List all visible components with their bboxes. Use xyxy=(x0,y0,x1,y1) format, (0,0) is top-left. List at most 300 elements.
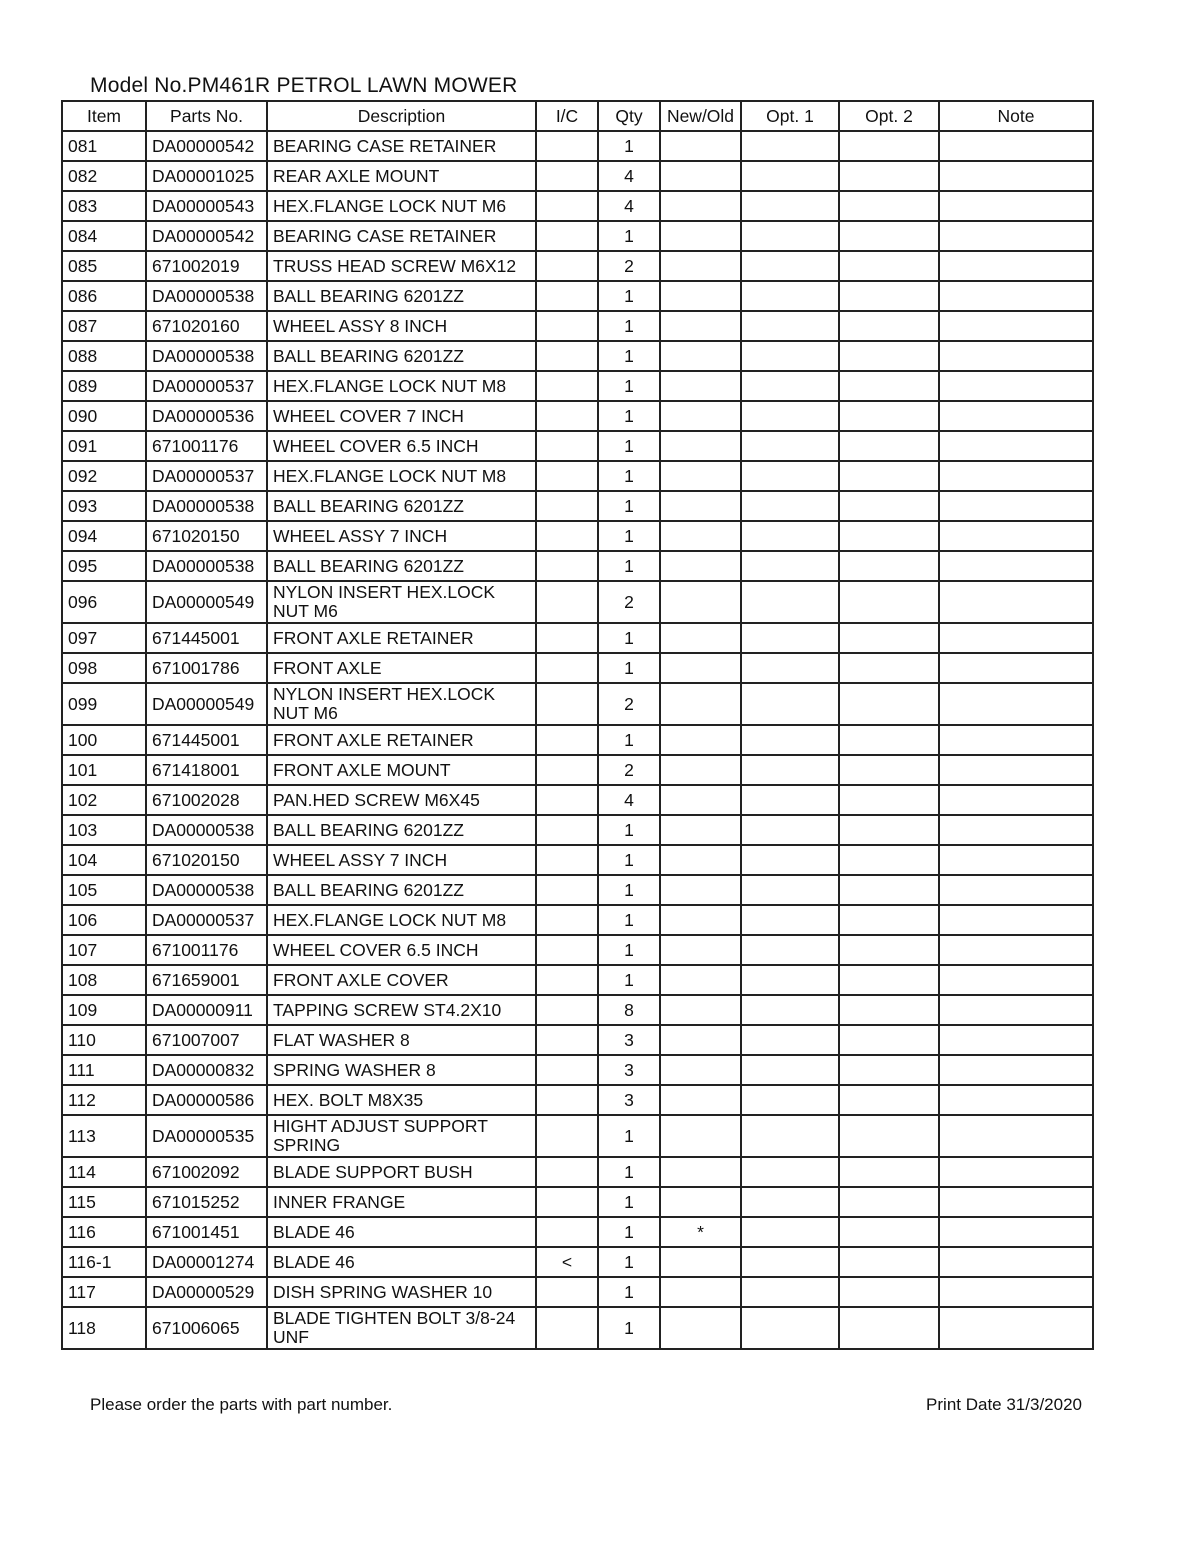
cell-opt1 xyxy=(741,653,839,683)
cell-opt2 xyxy=(839,341,939,371)
cell-qty: 3 xyxy=(598,1085,660,1115)
cell-qty: 1 xyxy=(598,935,660,965)
cell-parts-no: DA00000538 xyxy=(146,341,267,371)
cell-note xyxy=(939,725,1093,755)
cell-item: 087 xyxy=(62,311,146,341)
parts-table-body xyxy=(62,131,1093,1349)
cell-parts-no: DA00000911 xyxy=(146,995,267,1025)
cell-description: FRONT AXLE RETAINER xyxy=(267,725,536,755)
cell-description: HEX.FLANGE LOCK NUT M8 xyxy=(267,371,536,401)
cell-ic xyxy=(536,551,598,581)
cell-opt1 xyxy=(741,905,839,935)
cell-note xyxy=(939,1115,1093,1157)
cell-item: 098 xyxy=(62,653,146,683)
table-row xyxy=(62,251,1093,281)
cell-item: 108 xyxy=(62,965,146,995)
cell-new-old xyxy=(660,1307,741,1349)
cell-new-old xyxy=(660,653,741,683)
cell-opt2 xyxy=(839,371,939,401)
cell-parts-no: DA00001274 xyxy=(146,1247,267,1277)
cell-new-old xyxy=(660,131,741,161)
cell-opt1 xyxy=(741,131,839,161)
cell-parts-no: 671001786 xyxy=(146,653,267,683)
cell-opt1 xyxy=(741,1307,839,1349)
cell-new-old xyxy=(660,755,741,785)
cell-parts-no: DA00000537 xyxy=(146,905,267,935)
cell-ic xyxy=(536,755,598,785)
cell-item: 093 xyxy=(62,491,146,521)
table-row xyxy=(62,623,1093,653)
cell-qty: 1 xyxy=(598,1115,660,1157)
cell-ic xyxy=(536,1277,598,1307)
cell-opt1 xyxy=(741,1055,839,1085)
cell-ic xyxy=(536,251,598,281)
cell-note xyxy=(939,623,1093,653)
cell-ic xyxy=(536,683,598,725)
column-header-opt1: Opt. 1 xyxy=(741,101,839,131)
cell-opt1 xyxy=(741,755,839,785)
cell-opt2 xyxy=(839,251,939,281)
table-row xyxy=(62,935,1093,965)
cell-ic xyxy=(536,581,598,623)
cell-ic xyxy=(536,935,598,965)
cell-new-old xyxy=(660,1157,741,1187)
cell-parts-no: 671006065 xyxy=(146,1307,267,1349)
cell-description: FLAT WASHER 8 xyxy=(267,1025,536,1055)
cell-description: BEARING CASE RETAINER xyxy=(267,221,536,251)
cell-note xyxy=(939,1277,1093,1307)
cell-new-old xyxy=(660,1187,741,1217)
cell-opt1 xyxy=(741,581,839,623)
cell-opt2 xyxy=(839,815,939,845)
cell-new-old xyxy=(660,683,741,725)
cell-ic xyxy=(536,491,598,521)
cell-opt2 xyxy=(839,1247,939,1277)
parts-table xyxy=(61,100,1094,1350)
footer-note: Please order the parts with part number. xyxy=(90,1395,393,1414)
cell-note xyxy=(939,1157,1093,1187)
cell-opt1 xyxy=(741,1115,839,1157)
cell-parts-no: 671445001 xyxy=(146,725,267,755)
cell-opt2 xyxy=(839,1055,939,1085)
cell-item: 099 xyxy=(62,683,146,725)
cell-note xyxy=(939,251,1093,281)
cell-new-old xyxy=(660,725,741,755)
cell-qty: 1 xyxy=(598,371,660,401)
cell-note xyxy=(939,1055,1093,1085)
cell-opt2 xyxy=(839,683,939,725)
cell-qty: 1 xyxy=(598,725,660,755)
cell-ic xyxy=(536,1025,598,1055)
column-header-new-old: New/Old xyxy=(660,101,741,131)
cell-new-old xyxy=(660,521,741,551)
cell-parts-no: DA00000542 xyxy=(146,221,267,251)
cell-item: 090 xyxy=(62,401,146,431)
cell-new-old xyxy=(660,1247,741,1277)
cell-new-old xyxy=(660,965,741,995)
cell-note xyxy=(939,191,1093,221)
cell-ic xyxy=(536,1187,598,1217)
cell-opt2 xyxy=(839,401,939,431)
cell-parts-no: DA00000538 xyxy=(146,491,267,521)
cell-new-old xyxy=(660,161,741,191)
cell-opt1 xyxy=(741,845,839,875)
cell-parts-no: DA00000535 xyxy=(146,1115,267,1157)
cell-opt2 xyxy=(839,521,939,551)
cell-ic xyxy=(536,1307,598,1349)
cell-item: 088 xyxy=(62,341,146,371)
cell-item: 083 xyxy=(62,191,146,221)
cell-note xyxy=(939,785,1093,815)
cell-opt1 xyxy=(741,935,839,965)
cell-item: 092 xyxy=(62,461,146,491)
table-row xyxy=(62,581,1093,623)
cell-parts-no: 671445001 xyxy=(146,623,267,653)
table-row xyxy=(62,221,1093,251)
cell-opt2 xyxy=(839,995,939,1025)
cell-qty: 1 xyxy=(598,1247,660,1277)
cell-ic xyxy=(536,461,598,491)
table-row xyxy=(62,1115,1093,1157)
cell-item: 105 xyxy=(62,875,146,905)
cell-opt1 xyxy=(741,401,839,431)
cell-description: WHEEL ASSY 8 INCH xyxy=(267,311,536,341)
cell-ic xyxy=(536,371,598,401)
table-row xyxy=(62,815,1093,845)
cell-description: NYLON INSERT HEX.LOCK NUT M6 xyxy=(267,581,536,623)
cell-qty: 1 xyxy=(598,965,660,995)
cell-item: 102 xyxy=(62,785,146,815)
table-header-row xyxy=(62,101,1093,131)
cell-description: FRONT AXLE RETAINER xyxy=(267,623,536,653)
cell-new-old xyxy=(660,221,741,251)
table-row xyxy=(62,755,1093,785)
cell-note xyxy=(939,815,1093,845)
cell-opt2 xyxy=(839,1217,939,1247)
cell-opt1 xyxy=(741,1085,839,1115)
cell-item: 116 xyxy=(62,1217,146,1247)
cell-qty: 1 xyxy=(598,1157,660,1187)
cell-ic xyxy=(536,623,598,653)
cell-description: BLADE 46 xyxy=(267,1247,536,1277)
cell-qty: 1 xyxy=(598,845,660,875)
cell-parts-no: DA00000538 xyxy=(146,875,267,905)
cell-note xyxy=(939,875,1093,905)
cell-new-old xyxy=(660,905,741,935)
cell-note xyxy=(939,1085,1093,1115)
cell-ic xyxy=(536,161,598,191)
cell-note xyxy=(939,401,1093,431)
cell-note xyxy=(939,1307,1093,1349)
cell-qty: 1 xyxy=(598,551,660,581)
cell-note xyxy=(939,653,1093,683)
cell-item: 085 xyxy=(62,251,146,281)
cell-opt1 xyxy=(741,965,839,995)
cell-parts-no: 671020150 xyxy=(146,845,267,875)
cell-item: 118 xyxy=(62,1307,146,1349)
cell-item: 106 xyxy=(62,905,146,935)
cell-opt1 xyxy=(741,551,839,581)
column-header-qty: Qty xyxy=(598,101,660,131)
table-row xyxy=(62,521,1093,551)
cell-note xyxy=(939,995,1093,1025)
cell-qty: 1 xyxy=(598,653,660,683)
cell-description: FRONT AXLE xyxy=(267,653,536,683)
cell-qty: 1 xyxy=(598,281,660,311)
cell-item: 094 xyxy=(62,521,146,551)
cell-opt2 xyxy=(839,905,939,935)
table-row xyxy=(62,1217,1093,1247)
cell-opt2 xyxy=(839,785,939,815)
table-row xyxy=(62,491,1093,521)
cell-new-old xyxy=(660,251,741,281)
cell-ic xyxy=(536,995,598,1025)
cell-opt2 xyxy=(839,131,939,161)
cell-opt1 xyxy=(741,491,839,521)
cell-parts-no: 671002092 xyxy=(146,1157,267,1187)
cell-opt2 xyxy=(839,1307,939,1349)
table-row xyxy=(62,1187,1093,1217)
cell-description: BALL BEARING 6201ZZ xyxy=(267,551,536,581)
cell-note xyxy=(939,131,1093,161)
table-row xyxy=(62,725,1093,755)
cell-opt2 xyxy=(839,191,939,221)
cell-description: HEX.FLANGE LOCK NUT M8 xyxy=(267,461,536,491)
table-row xyxy=(62,995,1093,1025)
cell-qty: 3 xyxy=(598,1055,660,1085)
cell-item: 091 xyxy=(62,431,146,461)
cell-opt1 xyxy=(741,251,839,281)
cell-qty: 3 xyxy=(598,1025,660,1055)
cell-note xyxy=(939,341,1093,371)
cell-description: BALL BEARING 6201ZZ xyxy=(267,815,536,845)
table-row xyxy=(62,785,1093,815)
cell-opt1 xyxy=(741,1187,839,1217)
cell-item: 104 xyxy=(62,845,146,875)
cell-new-old xyxy=(660,491,741,521)
cell-item: 086 xyxy=(62,281,146,311)
cell-parts-no: 671020150 xyxy=(146,521,267,551)
cell-ic xyxy=(536,521,598,551)
cell-qty: 1 xyxy=(598,491,660,521)
cell-note xyxy=(939,1247,1093,1277)
cell-description: WHEEL COVER 7 INCH xyxy=(267,401,536,431)
cell-qty: 1 xyxy=(598,623,660,653)
cell-qty: 1 xyxy=(598,905,660,935)
cell-ic xyxy=(536,431,598,461)
table-row xyxy=(62,1247,1093,1277)
cell-description: FRONT AXLE MOUNT xyxy=(267,755,536,785)
table-row xyxy=(62,461,1093,491)
cell-new-old xyxy=(660,1055,741,1085)
cell-opt2 xyxy=(839,1025,939,1055)
cell-note xyxy=(939,1025,1093,1055)
cell-new-old xyxy=(660,341,741,371)
cell-opt2 xyxy=(839,1115,939,1157)
cell-qty: 1 xyxy=(598,1217,660,1247)
cell-ic xyxy=(536,1085,598,1115)
cell-parts-no: DA00000832 xyxy=(146,1055,267,1085)
cell-opt1 xyxy=(741,1157,839,1187)
table-row xyxy=(62,653,1093,683)
cell-parts-no: DA00000538 xyxy=(146,815,267,845)
cell-new-old xyxy=(660,371,741,401)
cell-qty: 1 xyxy=(598,1187,660,1217)
cell-item: 096 xyxy=(62,581,146,623)
cell-ic xyxy=(536,131,598,161)
cell-item: 103 xyxy=(62,815,146,845)
cell-parts-no: 671001176 xyxy=(146,431,267,461)
cell-description: HEX.FLANGE LOCK NUT M8 xyxy=(267,905,536,935)
cell-new-old xyxy=(660,1277,741,1307)
table-row xyxy=(62,845,1093,875)
cell-new-old xyxy=(660,461,741,491)
cell-parts-no: 671002019 xyxy=(146,251,267,281)
cell-description: WHEEL ASSY 7 INCH xyxy=(267,521,536,551)
cell-parts-no: 671015252 xyxy=(146,1187,267,1217)
cell-ic xyxy=(536,815,598,845)
cell-new-old xyxy=(660,311,741,341)
table-row xyxy=(62,131,1093,161)
cell-opt2 xyxy=(839,461,939,491)
cell-new-old xyxy=(660,431,741,461)
cell-opt1 xyxy=(741,623,839,653)
cell-ic xyxy=(536,845,598,875)
cell-item: 095 xyxy=(62,551,146,581)
cell-qty: 1 xyxy=(598,815,660,845)
cell-item: 110 xyxy=(62,1025,146,1055)
cell-opt2 xyxy=(839,581,939,623)
cell-ic xyxy=(536,1115,598,1157)
cell-note xyxy=(939,161,1093,191)
cell-ic xyxy=(536,905,598,935)
cell-ic xyxy=(536,1055,598,1085)
cell-parts-no: DA00000549 xyxy=(146,683,267,725)
cell-item: 107 xyxy=(62,935,146,965)
cell-description: BALL BEARING 6201ZZ xyxy=(267,341,536,371)
cell-ic xyxy=(536,281,598,311)
cell-qty: 2 xyxy=(598,581,660,623)
cell-new-old xyxy=(660,1025,741,1055)
cell-opt2 xyxy=(839,965,939,995)
cell-opt1 xyxy=(741,1247,839,1277)
cell-qty: 1 xyxy=(598,131,660,161)
cell-note xyxy=(939,281,1093,311)
cell-parts-no: DA00000538 xyxy=(146,551,267,581)
cell-description: BALL BEARING 6201ZZ xyxy=(267,281,536,311)
column-header-opt2: Opt. 2 xyxy=(839,101,939,131)
cell-item: 081 xyxy=(62,131,146,161)
cell-item: 084 xyxy=(62,221,146,251)
cell-new-old xyxy=(660,935,741,965)
cell-opt1 xyxy=(741,191,839,221)
cell-opt1 xyxy=(741,725,839,755)
cell-note xyxy=(939,905,1093,935)
table-row xyxy=(62,1157,1093,1187)
cell-new-old xyxy=(660,191,741,221)
cell-item: 100 xyxy=(62,725,146,755)
column-header-ic: I/C xyxy=(536,101,598,131)
cell-note xyxy=(939,1187,1093,1217)
table-row xyxy=(62,401,1093,431)
print-date: Print Date 31/3/2020 xyxy=(926,1395,1082,1414)
cell-item: 112 xyxy=(62,1085,146,1115)
cell-item: 114 xyxy=(62,1157,146,1187)
cell-parts-no: DA00000549 xyxy=(146,581,267,623)
cell-new-old xyxy=(660,785,741,815)
cell-opt2 xyxy=(839,1085,939,1115)
cell-opt2 xyxy=(839,623,939,653)
table-row xyxy=(62,311,1093,341)
cell-opt1 xyxy=(741,683,839,725)
cell-description: BLADE SUPPORT BUSH xyxy=(267,1157,536,1187)
cell-qty: 1 xyxy=(598,1277,660,1307)
cell-opt1 xyxy=(741,281,839,311)
cell-item: 117 xyxy=(62,1277,146,1307)
cell-description: BALL BEARING 6201ZZ xyxy=(267,875,536,905)
cell-description: REAR AXLE MOUNT xyxy=(267,161,536,191)
cell-qty: 4 xyxy=(598,161,660,191)
cell-opt1 xyxy=(741,1025,839,1055)
cell-new-old xyxy=(660,581,741,623)
cell-qty: 1 xyxy=(598,431,660,461)
cell-description: WHEEL ASSY 7 INCH xyxy=(267,845,536,875)
cell-new-old xyxy=(660,845,741,875)
cell-opt1 xyxy=(741,875,839,905)
cell-description: FRONT AXLE COVER xyxy=(267,965,536,995)
cell-parts-no: 671007007 xyxy=(146,1025,267,1055)
cell-opt2 xyxy=(839,1157,939,1187)
cell-note xyxy=(939,431,1093,461)
column-header-parts-no: Parts No. xyxy=(146,101,267,131)
cell-new-old xyxy=(660,875,741,905)
table-row xyxy=(62,431,1093,461)
cell-item: 101 xyxy=(62,755,146,785)
cell-opt2 xyxy=(839,935,939,965)
cell-description: NYLON INSERT HEX.LOCK NUT M6 xyxy=(267,683,536,725)
cell-opt1 xyxy=(741,311,839,341)
cell-opt2 xyxy=(839,1277,939,1307)
cell-item: 116-1 xyxy=(62,1247,146,1277)
cell-opt1 xyxy=(741,995,839,1025)
cell-new-old xyxy=(660,551,741,581)
cell-ic xyxy=(536,965,598,995)
table-row xyxy=(62,875,1093,905)
cell-qty: 1 xyxy=(598,875,660,905)
cell-opt1 xyxy=(741,221,839,251)
cell-parts-no: DA00000529 xyxy=(146,1277,267,1307)
cell-qty: 8 xyxy=(598,995,660,1025)
cell-note xyxy=(939,755,1093,785)
cell-parts-no: 671659001 xyxy=(146,965,267,995)
cell-description: WHEEL COVER 6.5 INCH xyxy=(267,935,536,965)
cell-parts-no: DA00000542 xyxy=(146,131,267,161)
cell-opt1 xyxy=(741,371,839,401)
cell-description: BEARING CASE RETAINER xyxy=(267,131,536,161)
cell-opt2 xyxy=(839,653,939,683)
cell-opt1 xyxy=(741,461,839,491)
cell-parts-no: DA00000537 xyxy=(146,371,267,401)
page-title: Model No.PM461R PETROL LAWN MOWER xyxy=(90,74,518,97)
cell-parts-no: DA00000586 xyxy=(146,1085,267,1115)
cell-opt2 xyxy=(839,845,939,875)
cell-new-old: * xyxy=(660,1217,741,1247)
cell-item: 111 xyxy=(62,1055,146,1085)
cell-item: 097 xyxy=(62,623,146,653)
cell-qty: 1 xyxy=(598,461,660,491)
cell-opt2 xyxy=(839,551,939,581)
cell-opt1 xyxy=(741,161,839,191)
